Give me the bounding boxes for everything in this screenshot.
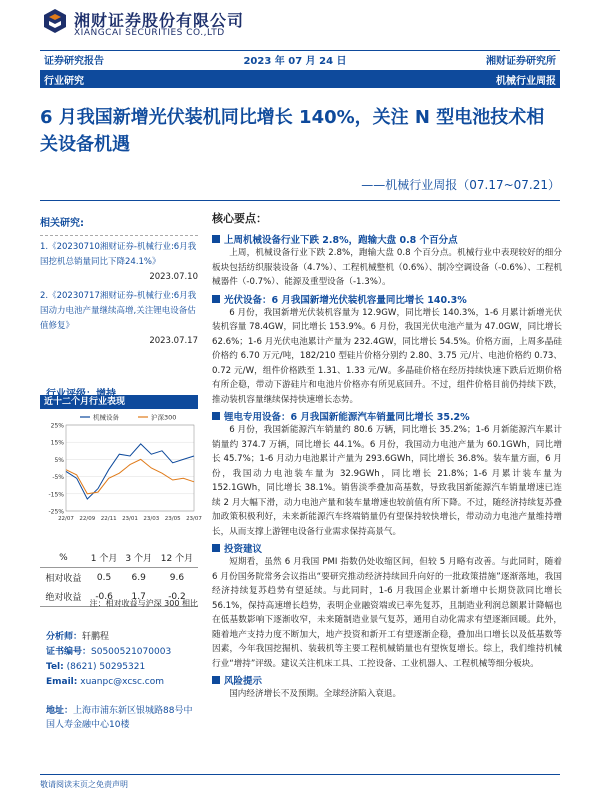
title-divider — [40, 200, 560, 201]
address-label: 地址： — [46, 706, 74, 716]
related-item-date: 2023.07.10 — [149, 272, 198, 282]
perf-note: 注：相对收益与沪深 300 相比 — [89, 599, 198, 608]
table-cell: -0.6 — [87, 587, 122, 607]
section-paragraph: 短期看，虽然 6 月我国 PMI 指数仍处收缩区间，但较 5 月略有改善。与此同时，随着 6 月份国务院常务会议指出“要研究推动经济持续回升向好的一批政策措施”逐渐落地，我国经济持续复苏趋势有望延续。与此同时，1-6 月我国企业累计新增中长期贷款同比增长 56.1%，保持高速增长趋势，表明企业融资端或已率先复苏，且制造业利润总额累计降幅也在低基数影响下逐渐收窄，未来随制造业景气复苏，通用自动化需求有望逐渐回暖。此外，随着地产支持力度不断加大，地产投资和新开工有望逐渐企稳，叠加出口增长以及低基数等因素，今年我国挖掘机、装载机等主要工程机械销量也有望恢复增长。综上，我们维持机械行业“增持”评级。建议关注机床工具、工控设备、工业机器人、工程机械等细分板块。 — [212, 557, 562, 669]
table-cell: 1.7 — [121, 587, 156, 607]
analyst-label: 分析师： — [46, 632, 83, 642]
address — [46, 704, 198, 732]
table-cell: -0.2 — [156, 587, 198, 607]
cert-label: 证书编号： — [46, 647, 92, 657]
analyst-name: 轩鹏程 — [82, 632, 110, 642]
address-text: 上海市浦东新区银城路88号中国人寿金融中心10楼 — [46, 706, 193, 730]
report-date: 2023 年 07 月 24 日 — [243, 56, 347, 67]
plot-frame — [66, 425, 194, 511]
bullet-square-icon — [212, 676, 220, 684]
performance-chart — [40, 411, 202, 531]
related-item-text: 2.《20230717湘财证券-机械行业:6月我国动力电池产量继续高增,关注锂电设备估值修复》 — [40, 291, 197, 331]
x-tick-label: 22/11 — [100, 516, 117, 522]
y-tick-label: 25% — [50, 422, 64, 430]
performance-chart-svg — [40, 411, 202, 531]
related-item[interactable] — [40, 240, 198, 285]
table-row — [40, 568, 198, 588]
table-header: 12 个月 — [156, 548, 198, 568]
row-label: 绝对收益 — [40, 587, 87, 607]
y-tick-label: -25% — [48, 508, 64, 516]
bullet-square-icon — [212, 412, 220, 420]
related-item-text: 1.《20230710湘财证券-机械行业:6月我国挖机总销量同比下降24.1%》 — [40, 242, 197, 267]
x-tick-label: 22/09 — [79, 516, 96, 522]
table-header: % — [40, 548, 87, 568]
y-tick-label: -15% — [48, 491, 64, 499]
tel-value: (8621) 50295321 — [66, 662, 146, 672]
row-label: 相对收益 — [45, 574, 82, 584]
report-type: 证券研究报告 — [44, 56, 104, 67]
table-cell: 0.5 — [96, 572, 112, 583]
table-header: 3 个月 — [121, 548, 156, 568]
x-tick-label: 22/07 — [58, 516, 74, 522]
analyst-info — [46, 630, 198, 690]
section-heading: 锂电专用设备：6 月我国新能源汽车销量同比增长 35.2% — [212, 409, 562, 423]
related-list — [40, 235, 198, 349]
table-header-row — [40, 548, 198, 568]
tel-label: Tel: — [46, 662, 64, 672]
table-header: 1 个月 — [87, 548, 122, 568]
related-item-date: 2023.07.17 — [149, 336, 198, 346]
x-tick-label: 23/01 — [122, 516, 138, 522]
section-paragraph: 6 月份，我国新增光伏装机容量为 12.9GW，同比增长 140.3%，1-6 月累计新增光伏装机容量 78.4GW，同比增长 153.9%。6 月份，我国光伏电池产量为 47.0GW，同比增长 62.6%；1-6 月光伏电池累计产量为 232.4GW，同比增长 54.5%。价格方面，上周多晶硅价格约 6.70 万元/吨，182/210 型硅片价格分别约 2.80、3.75 元/片、电池价格约 0.73、0.72 元/W，组件价格跌至 1.31、1.33 元/W。多晶硅价格在经历持续快速下跌后近期价格有所企稳，带动下游硅片和电池片价格亦有所见底回升。不过，组件价格目前仍持续下跌，推动装机容量继续保持快速增长态势。 — [212, 307, 562, 405]
section-heading: 风险提示 — [212, 673, 562, 687]
email-link[interactable]: xuanpc@xcsc.com — [80, 677, 164, 687]
y-tick-label: 15% — [50, 439, 64, 447]
institute-name: 湘财证券研究所 — [485, 56, 556, 67]
email-label: Email: — [46, 677, 78, 687]
section-paragraph: 国内经济增长不及预期。全球经济陷入衰退。 — [229, 689, 402, 699]
company-logo — [42, 8, 68, 34]
legend-label: 机械设备 — [93, 413, 119, 422]
legend-label: 沪深300 — [151, 413, 177, 422]
research-type: 行业研究 — [44, 75, 84, 87]
footer-disclaimer[interactable]: 敬请阅读末页之免责声明 — [40, 774, 560, 790]
report-header-bar — [40, 50, 560, 68]
y-tick-label: -5% — [52, 474, 64, 482]
cert-number: S0500521070003 — [91, 647, 172, 657]
x-tick-label: 23/05 — [164, 516, 181, 522]
related-heading: 相关研究: — [40, 218, 84, 229]
main-content — [212, 210, 562, 703]
x-tick-label: 23/07 — [186, 516, 202, 522]
section-heading: 投资建议 — [212, 541, 562, 555]
related-item[interactable] — [40, 289, 198, 349]
report-category-bar — [40, 70, 560, 88]
weekly-name: 机械行业周报 — [496, 75, 556, 87]
key-points-heading: 核心要点： — [212, 212, 267, 225]
section-paragraph: 6 月份，我国新能源汽车销量约 80.6 万辆，同比增长 35.2%；1-6 月新能源汽车累计销量约 374.7 万辆，同比增长 44.1%。6 月份，我国动力电池产量为 60.1GWh，同比增长 45.7%；1-6 月动力电池累计产量为 293.6GWh，同比增长 36.8%。装车量方面，6 月份，我国动力电池装车量为 32.9GWh，同比增长 21.8%；1-6 月累计装车量为 152.1GWh，同比增长 38.1%。销售淡季叠加高基数，导致我国新能源汽车销量增速已连续 2 月大幅下滑，动力电池产量和装车量增速也较前值有所下降。不过，随经济持续复苏叠加政策积极利好，未来新能源汽车终端销量仍有望保持较快增长，带动动力电池产量维持增长，从而支撑上游锂电设备行业需求保持高景气。 — [212, 425, 562, 537]
bullet-square-icon — [212, 544, 220, 552]
sidebar — [40, 214, 198, 353]
chart-title: 近十二个月行业表现 — [40, 395, 198, 409]
section-paragraph: 上周，机械设备行业下跌 2.8%，跑输大盘 0.8 个百分点。机械行业中表现较好的细分板块包括纺织服装设备（4.7%）、工程机械整机（0.6%）、制冷空调设备（-0.6%）、工程机械器件（-0.7%）、能源及重型设备（-1.3%）。 — [212, 248, 562, 287]
brand-name-cn: 湘财证券股份有限公司 — [74, 11, 245, 30]
section-heading: 上周机械设备行业下跌 2.8%，跑输大盘 0.8 个百分点 — [212, 232, 562, 246]
bullet-square-icon — [212, 295, 220, 303]
report-title: 6 月我国新增光伏装机同比增长 140%，关注 N 型电池技术相关设备机遇 — [40, 107, 545, 155]
section-heading: 光伏设备：6 月我国新增光伏装机容量同比增长 140.3% — [212, 292, 562, 306]
bullet-square-icon — [212, 235, 220, 243]
y-tick-label: 5% — [54, 456, 64, 464]
x-tick-label: 23/03 — [143, 516, 160, 522]
table-cell: 6.9 — [131, 572, 146, 583]
brand-name-en: XIANGCAI SECURITIES CO.,LTD — [74, 28, 225, 38]
report-subtitle: ——机械行业周报（07.17~07.21） — [361, 178, 560, 192]
table-cell: 9.6 — [169, 572, 185, 583]
